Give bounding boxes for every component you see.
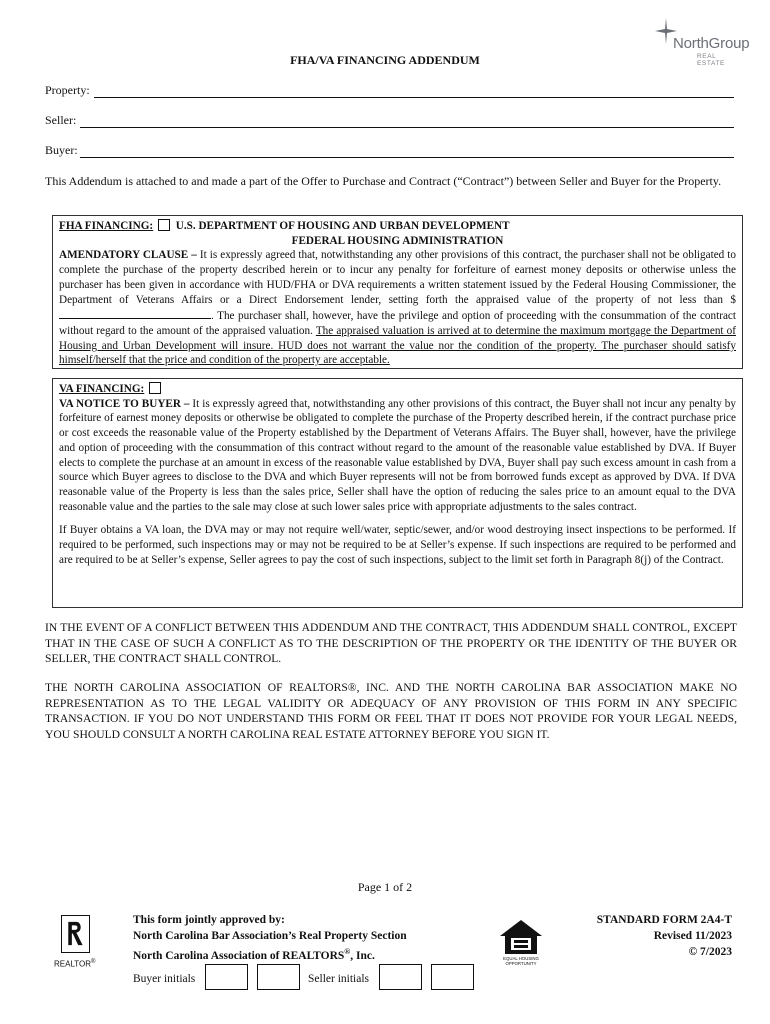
copyright: © 7/2023 xyxy=(688,946,732,958)
seller-field[interactable] xyxy=(80,127,734,128)
buyer-initials-box-1[interactable] xyxy=(205,964,248,990)
fha-checkbox[interactable] xyxy=(158,219,170,231)
realtor-logo xyxy=(54,915,100,973)
page-number: Page 1 of 2 xyxy=(357,880,413,894)
bar-association: North Carolina Bar Association’s Real Property Section xyxy=(133,930,407,942)
va-notice-title: VA NOTICE TO BUYER – xyxy=(59,397,190,410)
revised-date: Revised 11/2023 xyxy=(653,930,732,942)
equal-housing-icon xyxy=(497,918,545,968)
property-label: Property: xyxy=(45,83,90,97)
seller-label: Seller: xyxy=(45,113,77,127)
seller-initials-box-1[interactable] xyxy=(379,964,422,990)
form-number: STANDARD FORM 2A4-T xyxy=(596,914,732,926)
buyer-field[interactable] xyxy=(80,157,734,158)
disclaimer-paragraph: THE NORTH CAROLINA ASSOCIATION OF REALTORS®, INC. AND THE NORTH CAROLINA BAR ASSOCIATION MAKE NO REPRESENTATION AS TO THE LEGAL VALIDITY OR ADEQUACY OF ANY PROVISION OF THIS FORM IN ANY SPECIFIC TRANSACTION. IF YOU DO NOT UNDERSTAND THIS FORM OR FEEL THAT IT DOES NOT PROVIDE FOR YOUR LEGAL NEEDS, YOU SHOULD CONSULT A NORTH CAROLINA REAL ESTATE ATTORNEY BEFORE YOU SIGN IT. xyxy=(45,681,737,741)
buyer-initials-box-2[interactable] xyxy=(257,964,300,990)
page-title: FHA/VA FINANCING ADDENDUM xyxy=(290,53,480,67)
va-heading: VA FINANCING: xyxy=(59,383,145,395)
fha-clause xyxy=(59,248,736,368)
logo-sub-text: REAL ESTATE xyxy=(697,53,725,67)
form-info xyxy=(560,912,732,960)
intro-paragraph: This Addendum is attached to and made a part of the Offer to Purchase and Contract (“Contract”) between Seller and Buyer for the Property. xyxy=(45,174,722,188)
fha-heading-row xyxy=(59,219,736,234)
realtor-label: REALTOR® xyxy=(54,959,96,969)
approved-by: This form jointly approved by: xyxy=(133,914,285,926)
fha-clause-title: AMENDATORY CLAUSE – xyxy=(59,249,197,262)
seller-initials-box-2[interactable] xyxy=(431,964,474,990)
eho-label: EQUAL HOUSING OPPORTUNITY xyxy=(503,956,539,966)
fha-clause-underlined: The appraised valuation is arrived at to determine the maximum mortgage the Department of Housing and Urban Development will insure. HUD does not warrant the value nor the condition of the property. The purchaser should satisfy himself/herself that the price and condition of the property are acceptable. xyxy=(59,324,736,367)
va-notice-text: It is expressly agreed that, notwithstanding any other provisions of this contract, the Buyer shall not incur any penalty by forfeiture of earnest money deposits or otherwise be obligated to complete the purchase of the Property described herein, if the contract purchase price or cost exceeds the reasonable value of the Property established by the Department of Veterans Affairs. The Buyer shall, however, have the privilege and option of proceeding with the consummation of this contract without regard to the amount of the reasonable value established by DVA. If Buyer elects to complete the purchase at an amount in excess of the reasonable value established by DVA, Buyer shall pay such excess amount in cash from a source which Buyer agrees to disclose to the DVA and which Buyer represents will not be from borrowed funds except as approved by DVA. If DVA reasonable value of the Property is less than the sales price, Seller shall have the option of reducing the sales price to an amount equal to the DVA reasonable value and the parties to the sale may close at such lower sales price with appropriate adjustments to the sales contract. xyxy=(59,397,736,513)
va-notice xyxy=(59,397,736,515)
fha-heading: FHA FINANCING: xyxy=(59,220,154,232)
va-section xyxy=(52,378,743,608)
approval-block xyxy=(133,912,407,964)
conflict-paragraph: IN THE EVENT OF A CONFLICT BETWEEN THIS ADDENDUM AND THE CONTRACT, THIS ADDENDUM SHALL CONTROL, EXCEPT THAT IN THE CASE OF SUCH A CONFLICT AS TO THE DESCRIPTION OF THE PROPERTY OR THE IDENTITY OF THE BUYER OR SELLER, THE CONTRACT SHALL CONTROL. xyxy=(45,621,737,665)
va-checkbox[interactable] xyxy=(149,382,161,394)
buyer-initials-label: Buyer initials xyxy=(133,973,196,985)
nar-association: North Carolina Association of REALTORS®, Inc. xyxy=(133,947,375,962)
fha-clause-text-a: It is expressly agreed that, notwithstanding any other provisions of this contract, the purchaser shall not be obligated to complete the purchase of the property described herein or to incur any penalty for forfeiture of earnest money deposits or otherwise unless the purchaser has been given in accordance with HUD/FHA or DVA requirements a written statement issued by the Federal Housing Commissioner, the Department of Veterans Affairs or a Direct Endorsement lender, setting forth the appraised value of the property of not less than $ xyxy=(59,249,736,306)
appraised-value-field[interactable] xyxy=(59,307,211,319)
fha-dept-line2: FEDERAL HOUSING ADMINISTRATION xyxy=(291,234,504,247)
fha-section xyxy=(52,215,743,369)
logo-brand-text: NorthGroup xyxy=(673,35,750,52)
property-field[interactable] xyxy=(94,97,734,98)
seller-initials-label: Seller initials xyxy=(308,973,370,985)
va-inspection-text: If Buyer obtains a VA loan, the DVA may or may not require well/water, septic/sewer, and/or wood destroying insect inspections to be performed. If required to be performed, such inspections may or may not be required to be at Seller’s expense. If such inspections are required to be performed and are required to be at Seller’s expense, Seller agrees to pay the cost of such inspections, subject to the limit set forth in Paragraph 8(j) of the Contract. xyxy=(59,524,736,566)
fha-dept-line1: U.S. DEPARTMENT OF HOUSING AND URBAN DEVELOPMENT xyxy=(175,220,510,232)
va-heading-row xyxy=(59,382,736,397)
fha-clause-text-b: . The purchaser shall, however, have the privilege and option of proceeding with the consummation of the contract without regard to the amount of the appraised valuation. xyxy=(59,310,736,337)
buyer-label: Buyer: xyxy=(45,143,78,157)
realtor-r-icon xyxy=(61,915,90,953)
